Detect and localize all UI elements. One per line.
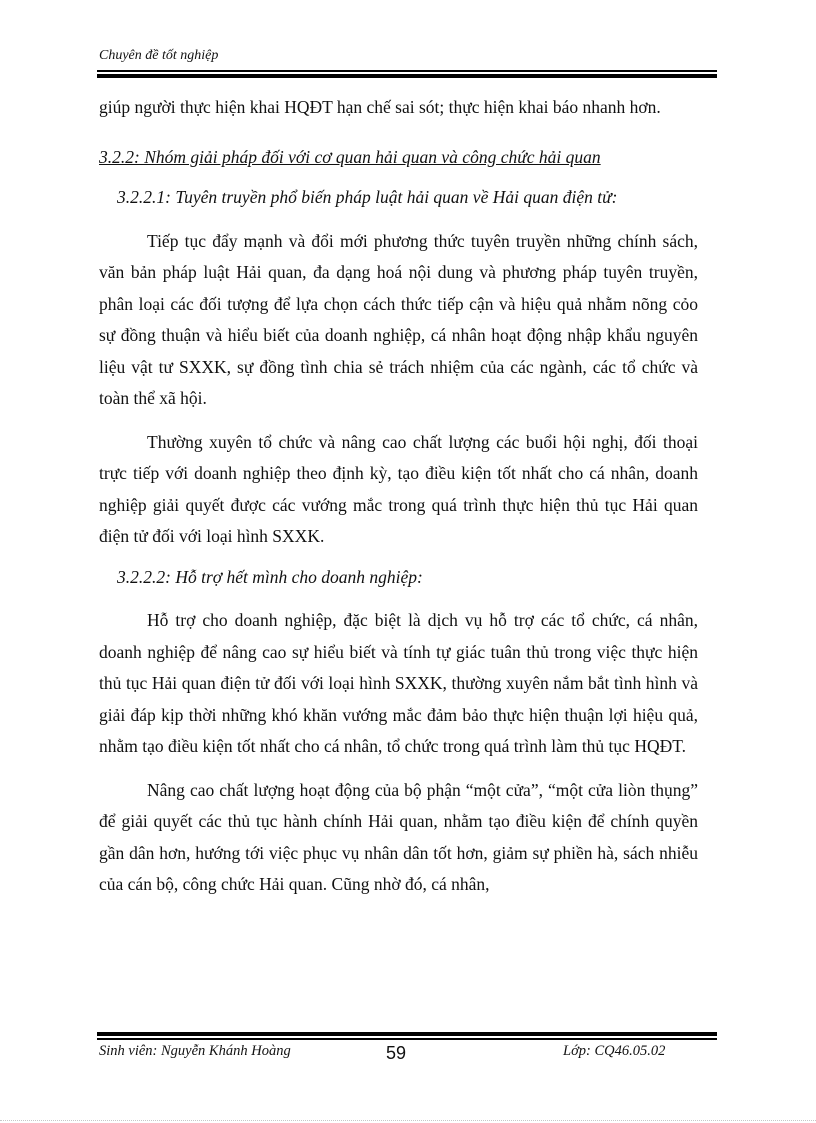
page-header-title: Chuyên đề tốt nghiệp [99, 48, 219, 63]
paragraph: Thường xuyên tổ chức và nâng cao chất lượng các buổi hội nghị, đối thoại trực tiếp với doanh nghiệp theo định kỳ, tạo điều kiện tốt nhất cho cá nhân, doanh nghiệp giải quyết được các vướng mắc trong quá trình thực hiện thủ tục Hải quan điện tử đối với loại hình SXXK. [99, 431, 698, 546]
page-bottom-dotted-line [0, 1120, 816, 1121]
subsection-heading-2: 3.2.2.2: Hỗ trợ hết mình cho doanh nghiệp: [117, 566, 423, 587]
page-body [99, 92, 698, 901]
paragraph: Nâng cao chất lượng hoạt động của bộ phận “một cửa”, “một cửa liòn thụng” để giải quyết các thủ tục hành chính Hải quan, nhằm tạo điều kiện để chính quyền gần dân hơn, hướng tới việc phục vụ nhân dân tốt hơn, giảm sự phiền hà, sách nhiễu của cán bộ, công chức Hải quan. Cũng nhờ đó, cá nhân, [99, 779, 698, 894]
continuation-paragraph: giúp người thực hiện khai HQĐT hạn chế sai sót; thực hiện khai báo nhanh hơn. [99, 97, 661, 117]
header-rule-thick [97, 74, 717, 78]
paragraph: Hỗ trợ cho doanh nghiệp, đặc biệt là dịch vụ hỗ trợ các tổ chức, cá nhân, doanh nghiệp để nâng cao sự hiểu biết và tính tự giác tuân thủ trong việc thực hiện thủ tục Hải quan điện tử đối với loại hình SXXK, thường xuyên nắm bắt tình hình và giải đáp kịp thời những khó khăn vướng mắc đảm bảo thực hiện thuận lợi hiệu quả, nhằm tạo điều kiện tốt nhất cho cá nhân, tổ chức trong quá trình làm thủ tục HQĐT. [99, 610, 698, 756]
subsection-heading-1: 3.2.2.1: Tuyên truyền phổ biến pháp luật hải quan về Hải quan điện tử: [117, 187, 618, 207]
header-rule-thin [97, 70, 717, 72]
footer-rule-thick [97, 1032, 717, 1036]
footer-class-code: Lớp: CQ46.05.02 [563, 1043, 666, 1059]
section-heading: 3.2.2: Nhóm giải pháp đối với cơ quan hải quan và công chức hải quan [99, 146, 601, 167]
footer-rule-thin [97, 1038, 717, 1040]
paragraph: Tiếp tục đẩy mạnh và đổi mới phương thức tuyên truyền những chính sách, văn bản pháp luật Hải quan, đa dạng hoá nội dung và phương pháp tuyên truyền, phân loại các đối tượng để lựa chọn cách thức tiếp cận và hiệu quả nhằm nõng cỏo sự đồng thuận và hiểu biết của doanh nghiệp, cá nhân hoạt động nhập khẩu nguyên liệu vật tư SXXK, sự đồng tình chia sẻ trách nhiệm của các ngành, các tổ chức và toàn thể xã hội. [99, 230, 698, 408]
footer-student-name: Sinh viên: Nguyễn Khánh Hoàng [99, 1043, 291, 1059]
page-number: 59 [385, 1043, 407, 1063]
